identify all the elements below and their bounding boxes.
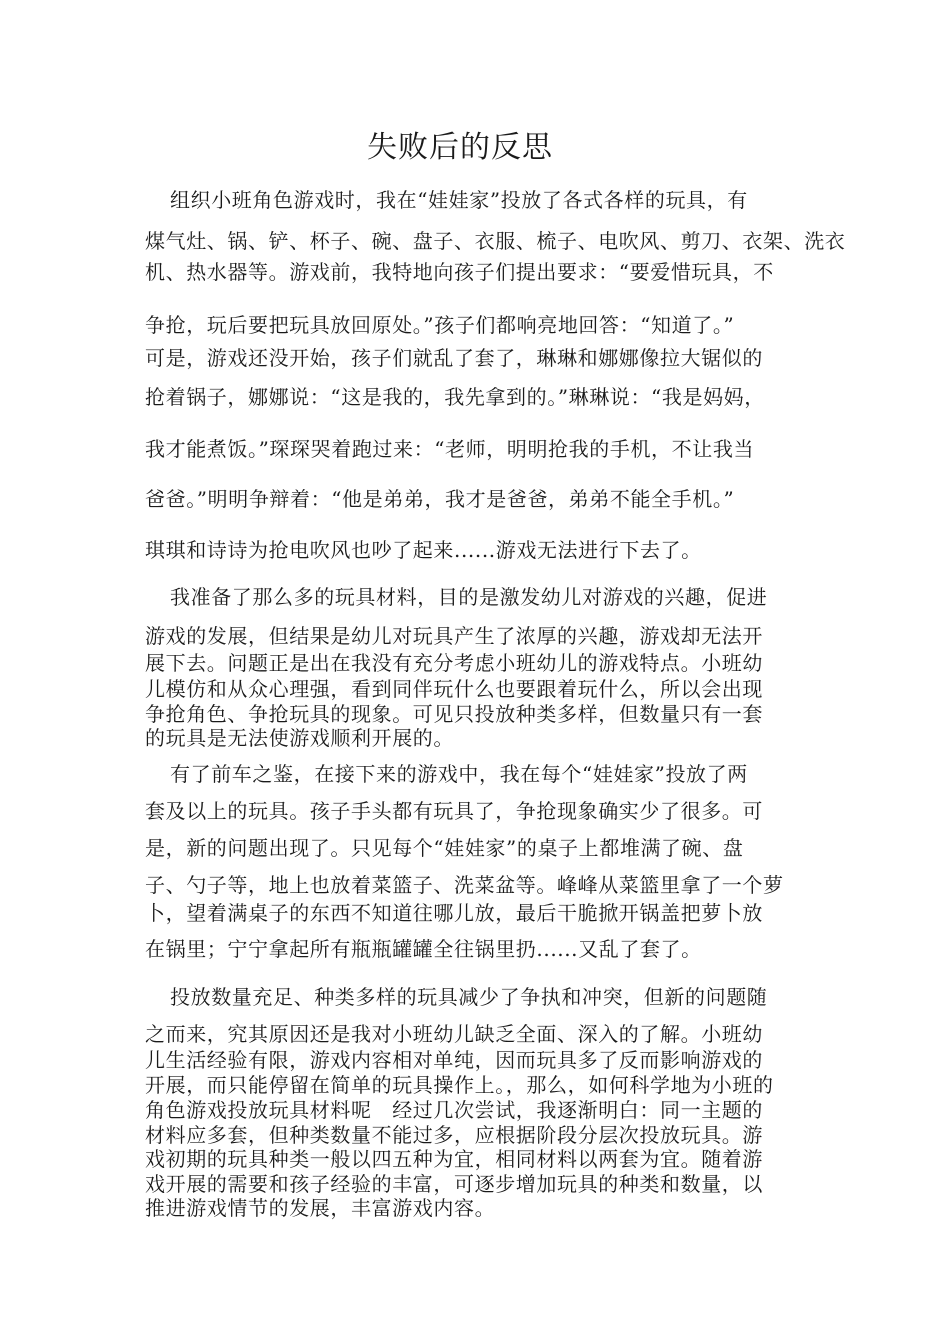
text-line: 戏开展的需要和孩子经验的丰富，可逐步增加玩具的种类和数量，以 — [145, 1172, 763, 1196]
text-line: 有了前车之鉴，在接下来的游戏中，我在每个“娃娃家”投放了两 — [170, 762, 748, 786]
document-title: 失败后的反思 — [367, 130, 553, 165]
text-line: 戏初期的玩具种类一般以四五种为宜，相同材料以两套为宜。随着游 — [145, 1147, 763, 1171]
text-line: 套及以上的玩具。孩子手头都有玩具了，争抢现象确实少了很多。可 — [145, 799, 763, 823]
text-line: 游戏的发展，但结果是幼儿对玩具产生了浓厚的兴趣，游戏却无法开 — [145, 624, 763, 648]
text-line: 是，新的问题出现了。只见每个“娃娃家”的桌子上都堆满了碗、盘 — [145, 836, 744, 860]
text-line: 展下去。问题正是出在我没有充分考虑小班幼儿的游戏特点。小班幼 — [145, 651, 763, 675]
text-line: 的玩具是无法使游戏顺利开展的。 — [145, 726, 454, 750]
text-line: 争抢角色、争抢玩具的现象。可见只投放种类多样，但数量只有一套 — [145, 702, 763, 726]
text-line: 推进游戏情节的发展，丰富游戏内容。 — [145, 1196, 496, 1220]
text-line: 机、热水器等。游戏前，我特地向孩子们提出要求：“要爱惜玩具，不 — [145, 260, 774, 284]
text-line: 我准备了那么多的玩具材料，目的是激发幼儿对游戏的兴趣，促进 — [170, 585, 768, 609]
text-line: 组织小班角色游戏时，我在“娃娃家”投放了各式各样的玩具，有 — [170, 188, 748, 212]
text-line: 投放数量充足、种类多样的玩具减少了争执和冲突，但新的问题随 — [170, 985, 768, 1009]
text-line: 争抢，玩后要把玩具放回原处。”孩子们都响亮地回答：“知道了。” — [145, 313, 735, 337]
text-line: 子、勺子等，地上也放着菜篮子、洗菜盆等。峰峰从菜篮里拿了一个萝 — [145, 873, 784, 897]
text-line: 儿生活经验有限，游戏内容相对单纯，因而玩具多了反而影响游戏的 — [145, 1048, 763, 1072]
text-line: 卜，望着满桌子的东西不知道往哪儿放，最后干脆掀开锅盖把萝卜放 — [145, 901, 763, 925]
text-line: 煤气灶、锅、铲、杯子、碗、盘子、衣服、梳子、电吹风、剪刀、衣架、洗衣 — [145, 229, 846, 253]
text-line: 我才能煮饭。”琛琛哭着跑过来：“老师，明明抢我的手机，不让我当 — [145, 437, 755, 461]
text-line: 儿模仿和从众心理强，看到同伴玩什么也要跟着玩什么，所以会出现 — [145, 677, 763, 701]
text-line: 抢着锅子，娜娜说：“这是我的，我先拿到的。”琳琳说：“我是妈妈， — [145, 385, 765, 409]
text-line: 可是，游戏还没开始，孩子们就乱了套了，琳琳和娜娜像拉大锯似的 — [145, 346, 763, 370]
text-line: 琪琪和诗诗为抢电吹风也吵了起来......游戏无法进行下去了。 — [145, 538, 702, 562]
text-line: 之而来，究其原因还是我对小班幼儿缺乏全面、深入的了解。小班幼 — [145, 1022, 763, 1046]
text-line: 开展，而只能停留在简单的玩具操作上。，那么，如何科学地为小班的 — [145, 1073, 774, 1097]
text-line: 在锅里；宁宁拿起所有瓶瓶罐罐全往锅里扔......又乱了套了。 — [145, 937, 702, 961]
text-line: 材料应多套，但种类数量不能过多，应根据阶段分层次投放玩具。游 — [145, 1123, 763, 1147]
text-line: 角色游戏投放玩具材料呢 经过几次尝试，我逐渐明白：同一主题的 — [145, 1098, 763, 1122]
text-line: 爸爸。”明明争辩着：“他是弟弟，我才是爸爸，弟弟不能全手机。” — [145, 487, 735, 511]
